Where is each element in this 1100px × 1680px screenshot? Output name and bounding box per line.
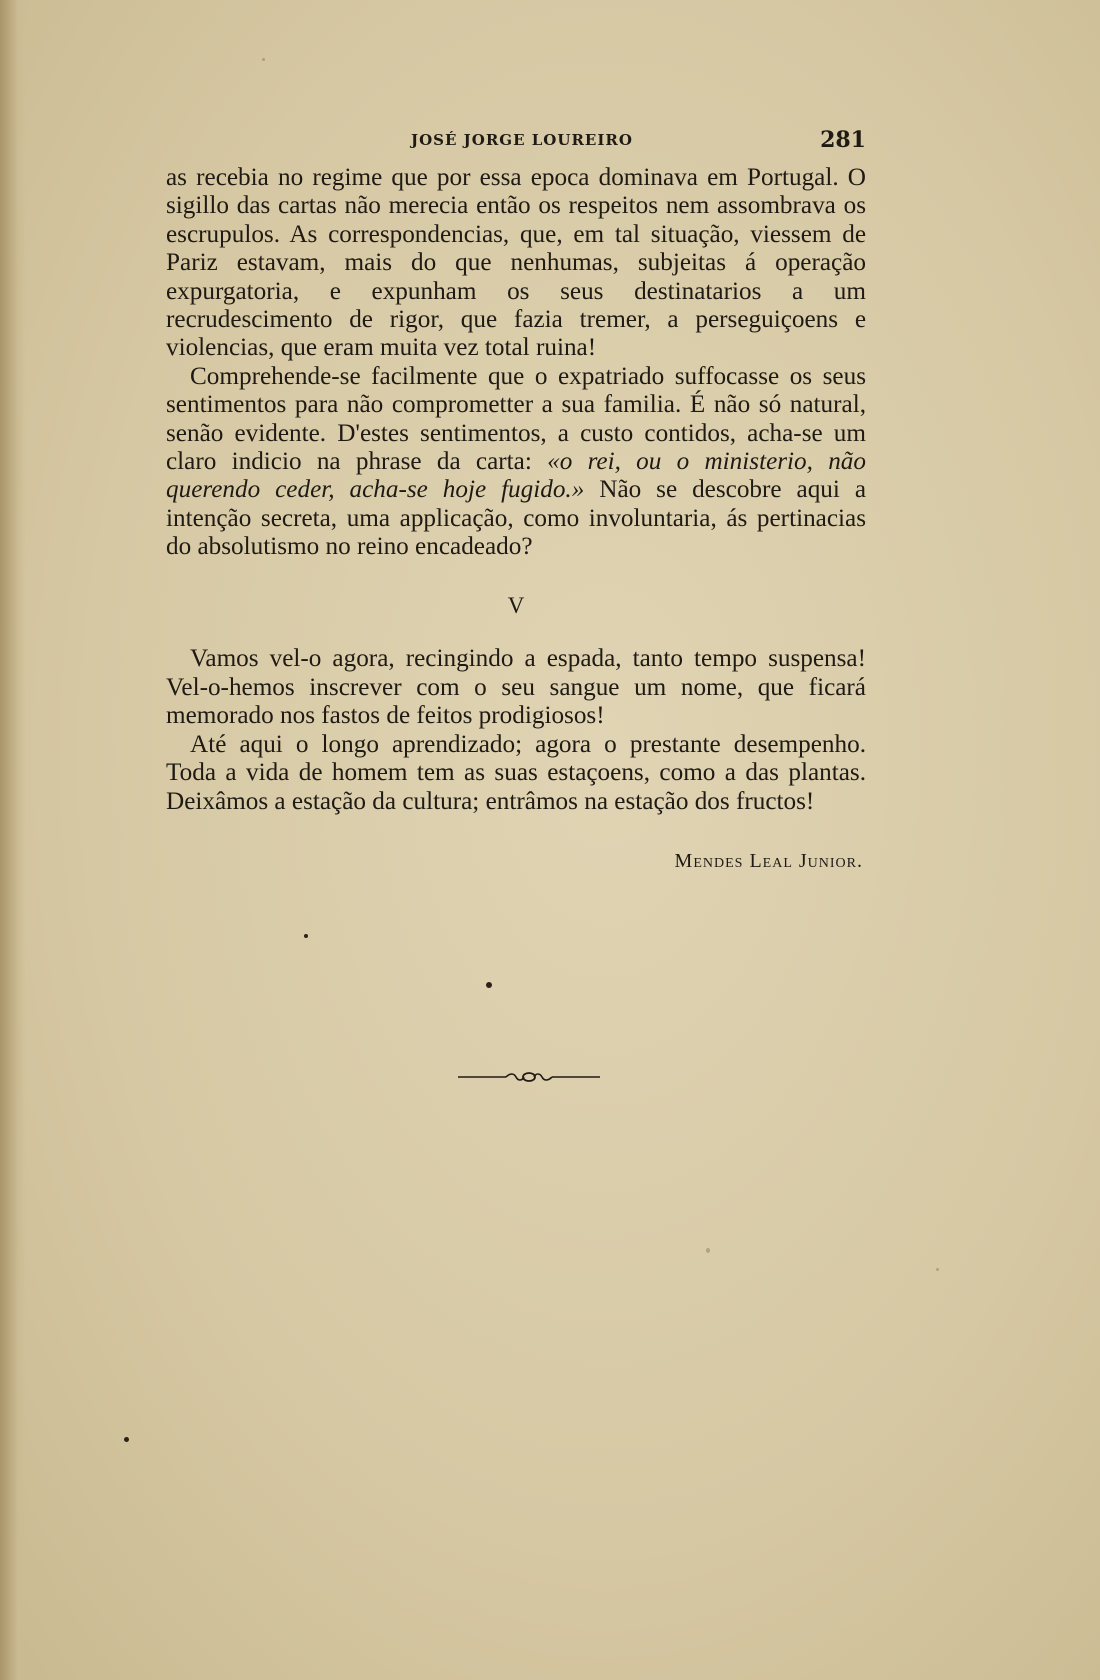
section-heading: V bbox=[507, 593, 525, 618]
paragraph-2 bbox=[166, 363, 866, 562]
section-paragraph-2: Até aqui o longo aprendizado; agora o prestante desempenho. Toda a vida de homem tem as suas estaçoens, como a das plantas. Deixâmos a estação da cultura; entrâmos na estação dos fructos! bbox=[166, 730, 866, 815]
quoted-phrase: «o rei, ou o ministerio, não querendo ceder, acha-se hoje fugido.» bbox=[166, 448, 866, 504]
paper-dust bbox=[262, 58, 265, 61]
page-number: 281 bbox=[820, 127, 866, 153]
page-header bbox=[166, 127, 866, 157]
paper-dust bbox=[936, 1268, 939, 1271]
paragraph-1: as recebia no regime que por essa epoca dominava em Portugal. O sigillo das cartas não merecia então os respeitos nem assombrava os escrupulos. As correspondencias, que, em tal situação, viessem de Pariz estavam, mais do que nenhumas, subjeitas á operação expurgatoria, e expunham os seus destinatarios a um recrudescimento de rigor, que fazia tremer, a perseguiçoens e violencias, que eram muita vez total ruina! bbox=[166, 164, 866, 362]
paragraph-2-end: Não se descobre aqui a intenção secreta, uma applicação, como involuntaria, ás pertinacias do absolutismo no reino encadeado? bbox=[166, 476, 866, 561]
page-spine-shadow bbox=[0, 0, 26, 1680]
paragraph-2-start: Comprehende-se facilmente que o expatriado suffocasse os seus sentimentos para não comprometter a sua familia. É não só natural, senão evidente. D'estes sentimentos, a custo contidos, acha-se um claro indicio na phrase da carta: bbox=[166, 362, 866, 476]
main-text-block bbox=[166, 164, 866, 562]
paper-dust bbox=[706, 1248, 710, 1253]
running-title: JOSÉ JORGE LOUREIRO bbox=[411, 131, 633, 149]
ornament-rule-icon bbox=[458, 1070, 600, 1084]
section-paragraph-1: Vamos vel-o agora, recingindo a espada, tanto tempo suspensa! Vel-o-hemos inscrever com o seu sangue um nome, que ficará memorado nos fastos de feitos prodigiosos! bbox=[166, 645, 866, 730]
author-signature: Mendes Leal Junior. bbox=[674, 850, 863, 872]
ink-speck bbox=[486, 982, 492, 988]
ink-speck bbox=[304, 934, 308, 938]
ink-speck bbox=[124, 1437, 129, 1442]
section-text-block bbox=[166, 645, 866, 817]
